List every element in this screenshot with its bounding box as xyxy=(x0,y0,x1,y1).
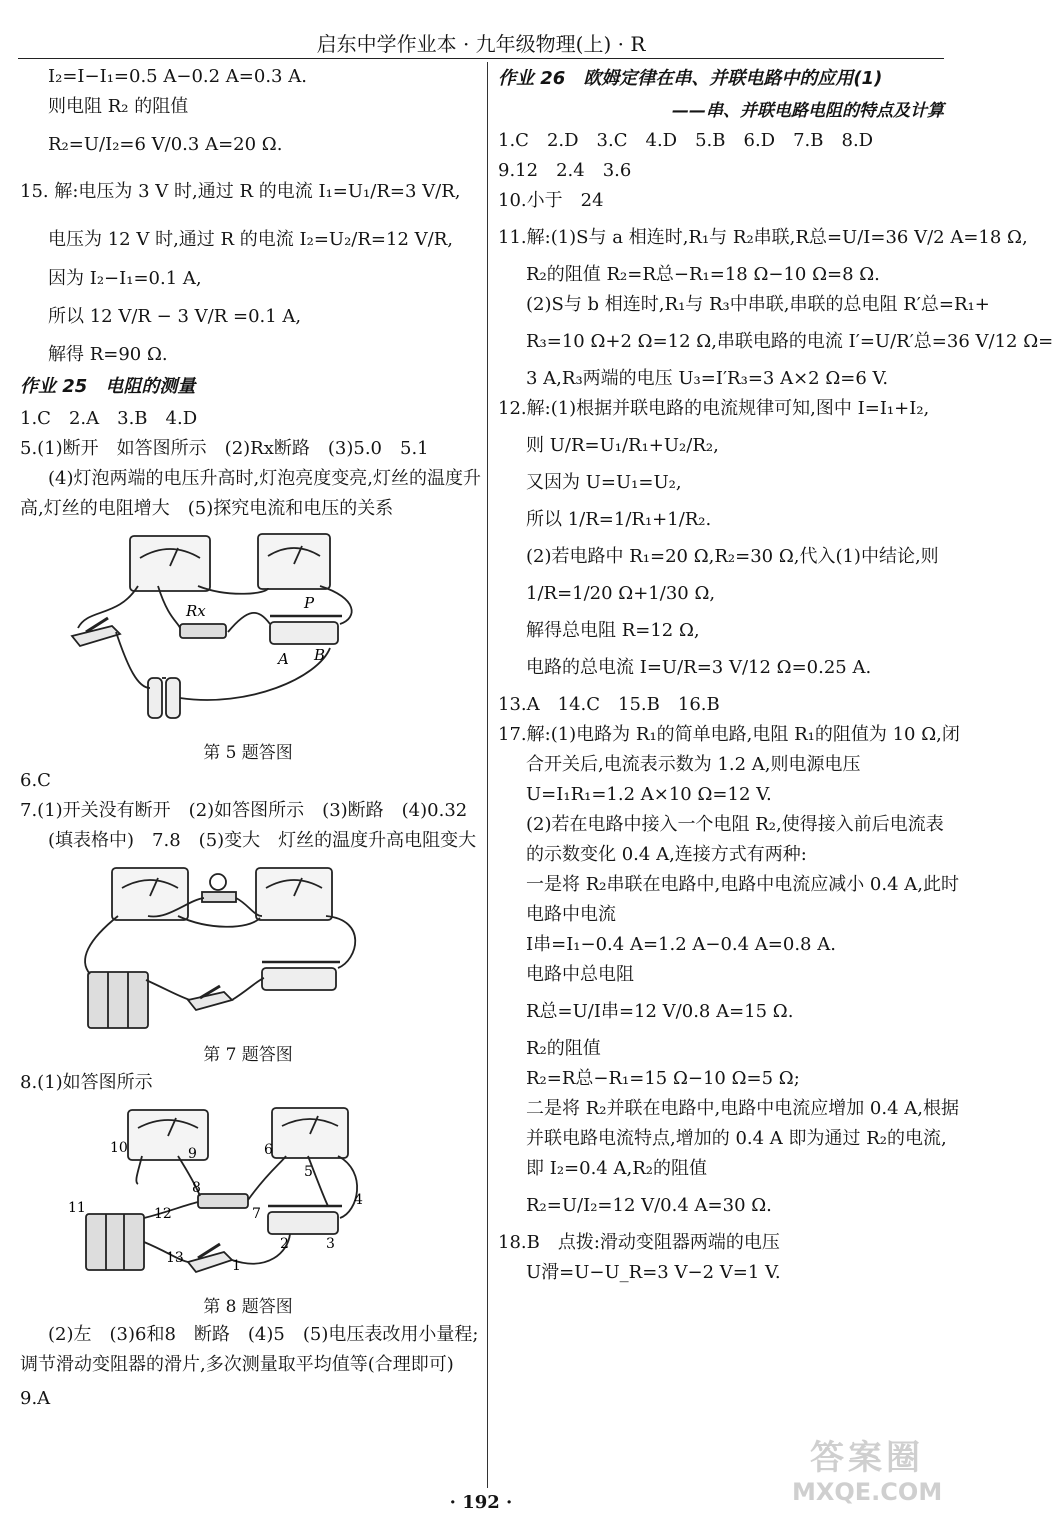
text-line: I₂=I−I₁=0.5 A−0.2 A=0.3 A. xyxy=(48,66,307,87)
answer-line: 1.C 2.D 3.C 4.D 5.B 6.D 7.B 8.D xyxy=(498,130,874,151)
text-line: 1/R=1/20 Ω+1/30 Ω, xyxy=(526,583,716,604)
text-line: R₂的阻值 R₂=R总−R₁=18 Ω−10 Ω=8 Ω. xyxy=(526,264,880,285)
watermark-site-text: MXQE.COM xyxy=(792,1478,943,1506)
text-line: 所以 12 V/R − 3 V/R =0.1 A, xyxy=(48,306,302,327)
text-line: R₃=10 Ω+2 Ω=12 Ω,串联电路的电流 I′=U/R′总=36 V/12 Ω= xyxy=(526,331,1053,352)
label-10: 10 xyxy=(110,1140,128,1156)
label-8: 8 xyxy=(192,1180,201,1196)
text-line: 解得 R=90 Ω. xyxy=(48,344,168,365)
answer-line: 高,灯丝的电阻增大 (5)探究电流和电压的关系 xyxy=(20,498,394,519)
answer-line: (4)灯泡两端的电压升高时,灯泡亮度变亮,灯丝的温度升 xyxy=(48,468,481,489)
watermark xyxy=(792,1438,942,1506)
label-a: A xyxy=(278,650,289,668)
answer-line: 9.A xyxy=(20,1388,51,1409)
label-9: 9 xyxy=(188,1146,197,1162)
circuit-figure-8 xyxy=(58,1102,438,1292)
text-line: R总=U/I串=12 V/0.8 A=15 Ω. xyxy=(526,1001,794,1022)
label-12: 12 xyxy=(154,1206,172,1222)
circuit-figure-7 xyxy=(48,860,448,1040)
section-heading-25: 作业 25 电阻的测量 xyxy=(20,376,196,397)
answer-line: 18.B 点拨:滑动变阻器两端的电压 xyxy=(498,1232,780,1253)
text-line: 则电阻 R₂ 的阻值 xyxy=(48,96,189,117)
label-11: 11 xyxy=(68,1200,86,1216)
label-1: 1 xyxy=(232,1258,241,1274)
text-line: 电路中总电阻 xyxy=(526,964,634,985)
text-line: R₂=R总−R₁=15 Ω−10 Ω=5 Ω; xyxy=(526,1068,800,1089)
header-rule xyxy=(18,58,944,59)
text-line: 又因为 U=U₁=U₂, xyxy=(526,472,682,493)
answer-line: 8.(1)如答图所示 xyxy=(20,1072,153,1093)
label-b: B xyxy=(314,646,326,664)
text-line: (2)S与 b 相连时,R₁与 R₃中串联,串联的总电阻 R′总=R₁+ xyxy=(526,294,990,315)
text-line: 3 A,R₃两端的电压 U₃=I′R₃=3 A×2 Ω=6 V. xyxy=(526,368,889,389)
section-heading-26: 作业 26 欧姆定律在串、并联电路中的应用(1) xyxy=(498,68,883,89)
text-line: 解得总电阻 R=12 Ω, xyxy=(526,620,700,641)
circuit-figure-5 xyxy=(58,528,438,738)
label-rx: Rx xyxy=(186,602,206,620)
answer-line: 调节滑动变阻器的滑片,多次测量取平均值等(合理即可) xyxy=(20,1354,454,1375)
text-line: 的示数变化 0.4 A,连接方式有两种: xyxy=(526,844,807,865)
answer-line: 7.(1)开关没有断开 (2)如答图所示 (3)断路 (4)0.32 xyxy=(20,800,468,821)
text-line: 二是将 R₂并联在电路中,电路中电流应增加 0.4 A,根据 xyxy=(526,1098,959,1119)
label-2: 2 xyxy=(280,1236,289,1252)
answer-line: 6.C xyxy=(20,770,51,791)
text-line: R₂的阻值 xyxy=(526,1038,601,1059)
answer-line: 12.解:(1)根据并联电路的电流规律可知,图中 I=I₁+I₂, xyxy=(498,398,930,419)
text-line: 合开关后,电流表示数为 1.2 A,则电源电压 xyxy=(526,754,861,775)
text-line: I串=I₁−0.4 A=1.2 A−0.4 A=0.8 A. xyxy=(526,934,836,955)
text-line: R₂=U/I₂=6 V/0.3 A=20 Ω. xyxy=(48,134,283,155)
text-line: 电路的总电流 I=U/R=3 V/12 Ω=0.25 A. xyxy=(526,657,872,678)
text-line: 即 I₂=0.4 A,R₂的阻值 xyxy=(526,1158,707,1179)
section-subheading-26: ——串、并联电路电阻的特点及计算 xyxy=(672,101,944,121)
text-line: 电压为 12 V 时,通过 R 的电流 I₂=U₂/R=12 V/R, xyxy=(48,229,453,250)
label-3: 3 xyxy=(326,1236,335,1252)
answer-line: (2)左 (3)6和8 断路 (4)5 (5)电压表改用小量程; xyxy=(48,1324,479,1345)
text-line: 则 U/R=U₁/R₁+U₂/R₂, xyxy=(526,435,719,456)
label-7: 7 xyxy=(252,1206,261,1222)
figure-caption-7: 第 7 题答图 xyxy=(203,1045,293,1065)
question-15: 15. 解:电压为 3 V 时,通过 R 的电流 I₁=U₁/R=3 V/R, xyxy=(20,181,461,202)
figure-caption-5: 第 5 题答图 xyxy=(203,743,293,763)
text-line: (2)若电路中 R₁=20 Ω,R₂=30 Ω,代入(1)中结论,则 xyxy=(526,546,939,567)
label-4: 4 xyxy=(354,1192,363,1208)
label-13: 13 xyxy=(166,1250,184,1266)
answer-line: (填表格中) 7.8 (5)变大 灯丝的温度升高电阻变大 xyxy=(48,830,477,851)
figure-caption-8: 第 8 题答图 xyxy=(203,1297,293,1317)
answer-line: 13.A 14.C 15.B 16.B xyxy=(498,694,720,715)
text-line: R₂=U/I₂=12 V/0.4 A=30 Ω. xyxy=(526,1195,772,1216)
page-number: · 192 · xyxy=(449,1492,513,1513)
answer-line: 1.C 2.A 3.B 4.D xyxy=(20,408,198,429)
text-line: 所以 1/R=1/R₁+1/R₂. xyxy=(526,509,712,530)
watermark-logo-text: 答案圈 xyxy=(810,1438,924,1478)
text-line: 一是将 R₂串联在电路中,电路中电流应减小 0.4 A,此时 xyxy=(526,874,959,895)
right-column xyxy=(498,62,1053,1288)
label-5: 5 xyxy=(304,1164,313,1180)
text-line: 电路中电流 xyxy=(526,904,616,925)
label-6: 6 xyxy=(264,1142,273,1158)
label-p: P xyxy=(304,594,315,612)
answer-line: 17.解:(1)电路为 R₁的简单电路,电阻 R₁的阻值为 10 Ω,闭 xyxy=(498,724,960,745)
answer-line: 9.12 2.4 3.6 xyxy=(498,160,632,181)
text-line: 并联电路电流特点,增加的 0.4 A 即为通过 R₂的电流, xyxy=(526,1128,947,1149)
text-line: U=I₁R₁=1.2 A×10 Ω=12 V. xyxy=(526,784,772,805)
text-line: U滑=U−U_R=3 V−2 V=1 V. xyxy=(526,1262,781,1283)
left-column xyxy=(20,62,481,1418)
text-line: (2)若在电路中接入一个电阻 R₂,使得接入前后电流表 xyxy=(526,814,944,835)
answer-line: 5.(1)断开 如答图所示 (2)Rx断路 (3)5.0 5.1 xyxy=(20,438,429,459)
answer-line: 11.解:(1)S与 a 相连时,R₁与 R₂串联,R总=U/I=36 V/2 A=18 Ω, xyxy=(498,227,1028,248)
column-divider xyxy=(487,62,488,1488)
page-header: 启东中学作业本 · 九年级物理(上) · R xyxy=(316,32,646,56)
answer-line: 10.小于 24 xyxy=(498,190,604,211)
text-line: 因为 I₂−I₁=0.1 A, xyxy=(48,268,202,289)
